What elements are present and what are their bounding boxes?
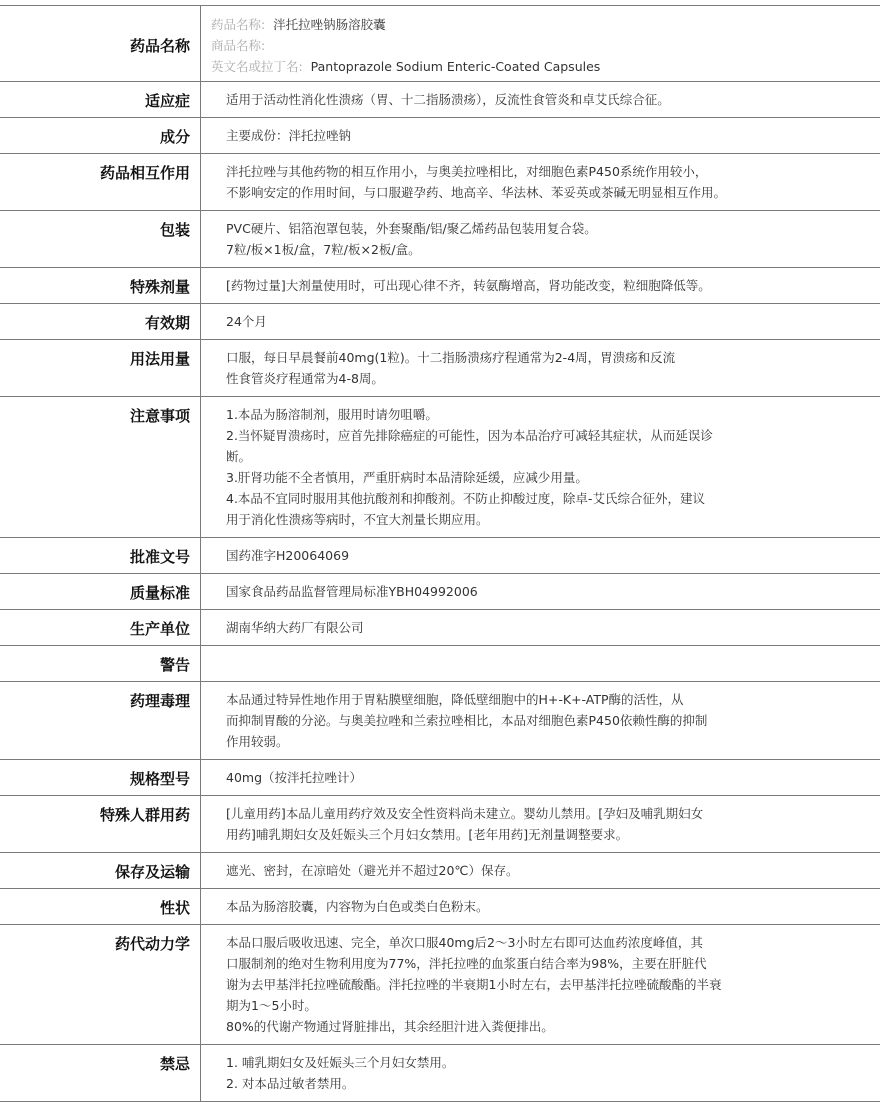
value-line: 适用于活动性消化性溃疡（胃、十二指肠溃疡），反流性食管炎和卓艾氏综合征。	[226, 89, 870, 110]
table-row	[0, 118, 880, 154]
row-label: 用法用量	[0, 340, 201, 397]
value-line: PVC硬片、铝箔泡罩包装，外套聚酯/铝/聚乙烯药品包装用复合袋。	[226, 218, 870, 239]
value-line: 本品通过特异性地作用于胃粘膜壁细胞，降低壁细胞中的H+-K+-ATP酶的活性，从	[226, 689, 870, 710]
row-label: 成分	[0, 118, 201, 154]
value-line: 用于消化性溃疡等病时，不宜大剂量长期应用。	[226, 509, 870, 530]
value-line: 7粒/板×1板/盒，7粒/板×2板/盒。	[226, 239, 870, 260]
row-value	[201, 646, 880, 682]
table-row	[0, 574, 880, 610]
row-value	[201, 760, 880, 796]
row-value	[201, 853, 880, 889]
value-line: 80%的代谢产物通过肾脏排出，其余经胆汁进入粪便排出。	[226, 1016, 870, 1037]
row-value	[201, 682, 880, 760]
row-value	[201, 889, 880, 925]
row-label: 规格型号	[0, 760, 201, 796]
value-line: [药物过量]大剂量使用时，可出现心律不齐，转氨酶增高，肾功能改变，粒细胞降低等。	[226, 275, 870, 296]
row-value	[201, 397, 880, 538]
row-label: 生产单位	[0, 610, 201, 646]
row-value	[201, 538, 880, 574]
generic-name-line	[211, 14, 870, 35]
row-value	[201, 925, 880, 1045]
value-line: 1.本品为肠溶制剂，服用时请勿咀嚼。	[226, 404, 870, 425]
row-label: 包装	[0, 211, 201, 268]
row-drug-name	[0, 6, 880, 82]
table-row	[0, 760, 880, 796]
generic-name-key: 药品名称:	[211, 17, 265, 32]
english-name-key: 英文名或拉丁名:	[211, 59, 303, 74]
table-row	[0, 211, 880, 268]
row-value	[201, 340, 880, 397]
value-line: [儿童用药]本品儿童用药疗效及安全性资料尚未建立。婴幼儿禁用。[孕妇及哺乳期妇女	[226, 803, 870, 824]
row-value	[201, 610, 880, 646]
value-line: 作用较弱。	[226, 731, 870, 752]
row-label: 警告	[0, 646, 201, 682]
drug-info-table	[0, 5, 880, 1102]
row-label: 有效期	[0, 304, 201, 340]
value-line: 泮托拉唑与其他药物的相互作用小，与奥美拉唑相比，对细胞色素P450系统作用较小，	[226, 161, 870, 182]
table-row	[0, 268, 880, 304]
row-label: 保存及运输	[0, 853, 201, 889]
row-value	[201, 82, 880, 118]
table-row	[0, 853, 880, 889]
table-row	[0, 682, 880, 760]
row-label: 批准文号	[0, 538, 201, 574]
value-line: 本品口服后吸收迅速、完全，单次口服40mg后2～3小时左右即可达血药浓度峰值，其	[226, 932, 870, 953]
value-line: 24个月	[226, 311, 870, 332]
table-row	[0, 304, 880, 340]
value-line: 4.本品不宜同时服用其他抗酸剂和抑酸剂。不防止抑酸过度，除卓-艾氏综合征外，建议	[226, 488, 870, 509]
value-line: 期为1～5小时。	[226, 995, 870, 1016]
value-line: 遮光、密封，在凉暗处（避光并不超过20℃）保存。	[226, 860, 870, 881]
generic-name-value: 泮托拉唑钠肠溶胶囊	[273, 17, 386, 32]
row-value	[201, 211, 880, 268]
value-line: 口服制剂的绝对生物利用度为77%，泮托拉唑的血浆蛋白结合率为98%，主要在肝脏代	[226, 953, 870, 974]
row-label: 禁忌	[0, 1045, 201, 1102]
value-line: 断。	[226, 446, 870, 467]
row-label: 适应症	[0, 82, 201, 118]
value-line: 国药准字H20064069	[226, 545, 870, 566]
trade-name-line	[211, 35, 870, 56]
row-label: 特殊人群用药	[0, 796, 201, 853]
value-line: 不影响安定的作用时间，与口服避孕药、地高辛、华法林、苯妥英或茶碱无明显相互作用。	[226, 182, 870, 203]
table-row	[0, 925, 880, 1045]
table-row	[0, 82, 880, 118]
table-row	[0, 646, 880, 682]
value-line: 2. 对本品过敏者禁用。	[226, 1073, 870, 1094]
value-line: 湖南华纳大药厂有限公司	[226, 617, 870, 638]
table-row	[0, 154, 880, 211]
row-label: 质量标准	[0, 574, 201, 610]
table-row	[0, 538, 880, 574]
value-line: 40mg（按泮托拉唑计）	[226, 767, 870, 788]
english-name-line	[211, 56, 870, 77]
table-row	[0, 1045, 880, 1102]
value-line: 性食管炎疗程通常为4-8周。	[226, 368, 870, 389]
row-label: 药品名称	[0, 6, 201, 82]
row-value	[201, 1045, 880, 1102]
value-line	[226, 653, 870, 674]
trade-name-key: 商品名称:	[211, 38, 265, 53]
table-row	[0, 796, 880, 853]
value-line: 本品为肠溶胶囊，内容物为白色或类白色粉末。	[226, 896, 870, 917]
row-label: 药品相互作用	[0, 154, 201, 211]
value-line: 3.肝肾功能不全者慎用，严重肝病时本品清除延缓，应减少用量。	[226, 467, 870, 488]
table-row	[0, 889, 880, 925]
value-line: 而抑制胃酸的分泌。与奥美拉唑和兰索拉唑相比，本品对细胞色素P450依赖性酶的抑制	[226, 710, 870, 731]
row-value	[201, 154, 880, 211]
english-name-value: Pantoprazole Sodium Enteric-Coated Capsules	[311, 59, 601, 74]
row-label: 性状	[0, 889, 201, 925]
row-value	[201, 6, 880, 82]
value-line: 国家食品药品监督管理局标准YBH04992006	[226, 581, 870, 602]
row-value	[201, 304, 880, 340]
row-value	[201, 796, 880, 853]
row-value	[201, 574, 880, 610]
table-row	[0, 610, 880, 646]
row-label: 药理毒理	[0, 682, 201, 760]
row-value	[201, 118, 880, 154]
row-label: 特殊剂量	[0, 268, 201, 304]
value-line: 主要成份：泮托拉唑钠	[226, 125, 870, 146]
table-row	[0, 397, 880, 538]
value-line: 谢为去甲基泮托拉唑硫酸酯。泮托拉唑的半衰期1小时左右，去甲基泮托拉唑硫酸酯的半衰	[226, 974, 870, 995]
value-line: 2.当怀疑胃溃疡时，应首先排除癌症的可能性，因为本品治疗可减轻其症状，从而延误诊	[226, 425, 870, 446]
value-line: 口服，每日早晨餐前40mg(1粒)。十二指肠溃疡疗程通常为2-4周，胃溃疡和反流	[226, 347, 870, 368]
table-row	[0, 340, 880, 397]
value-line: 1. 哺乳期妇女及妊娠头三个月妇女禁用。	[226, 1052, 870, 1073]
row-label: 药代动力学	[0, 925, 201, 1045]
value-line: 用药]哺乳期妇女及妊娠头三个月妇女禁用。[老年用药]无剂量调整要求。	[226, 824, 870, 845]
row-label: 注意事项	[0, 397, 201, 538]
row-value	[201, 268, 880, 304]
